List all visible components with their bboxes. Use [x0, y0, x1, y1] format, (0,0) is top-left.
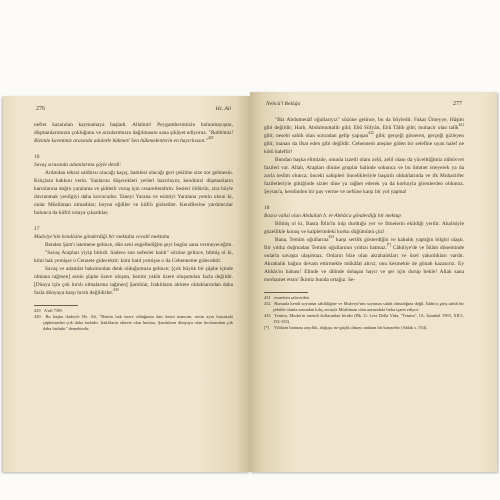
paragraph: "Savaş Arapları yiyip bitirdi. Sadece son nefesler kaldı" sözüne gelince, bilmiş ol ki, kimi hak yemişse o Cennete gidecektir; kimi batıl yemişse o da Cehenneme gidecektir. — [34, 250, 233, 264]
section-number: 16 — [34, 154, 40, 160]
footnotes — [34, 305, 233, 332]
footnote-number: 431 — [264, 295, 271, 300]
running-head-title: Nehcü'l Belâğa — [266, 101, 301, 107]
footnote — [264, 325, 464, 331]
footnote-text: Bu başka ifadeyle Hz. Ali, "Benim hak üzere olduğuma dair kesin inancım, senin aynı husustaki şüphesinden çok daha fazladır. Iraklıların ahirete olan hırsları, Şamlıların dünyaya olan hırslarından çok daha fazladır" demektedir. — [43, 314, 233, 331]
right-text-column — [264, 100, 464, 331]
paragraph-text: Savaş ve adamlar bakımından denk olduğumuza gelince; [çok büyük bir şüphe içinde olmana rağmen] senin şüphe üzere oluşun, benim yakîn üzere oluşumdan fazla değildir. [Dünya için çok hırslı olmalarına rağmen] Şamlılar, Iraklıların ahirete olduklarından daha fazla dünyaya karşı hırslı değildirler. — [34, 266, 233, 296]
footnote-rule — [264, 292, 308, 293]
paragraph-text: Bana, Temim oğullarına — [275, 237, 329, 243]
footnotes — [264, 292, 464, 331]
footnote-number: 432 — [264, 301, 271, 306]
paragraph: Benden Şam'ı istemene gelince, dün seni engellediğim şeyi bugün sana vermeyeceğim. — [45, 242, 233, 248]
paragraph — [264, 236, 464, 284]
paragraph-text: Câhiliye'de ve İslâm döneminde onlarla savaşta ulaşılmaz. Onların bize olan akrabalıkları ve özel yakınlıkları vardır. Akrabalık bağını devam ettirmekle mükâfat alırız; onu kesmekle de günah kazanırız. Ey Abbâs'ın babası! Elinde ve dilinde dolaşan hayır ve şer için durup bekle! Allah sana merhamet etsin! İkimiz bunda ortağız. Se- — [264, 245, 464, 283]
right-page — [250, 92, 497, 472]
paragraph-text: gibi; nesebi sahih olan sonradan gelip yapışan — [264, 133, 369, 139]
footnote-ref: 432 — [368, 131, 374, 136]
section-heading: Savaş sırasında adamlarına şöyle derdi: — [34, 162, 122, 168]
footnote-rule — [34, 305, 78, 306]
footnote-text: esaretten salıverilen — [274, 295, 310, 300]
paragraph: Ardından tekrar saldırısı olacağı kaçış, hamlesi olacağı geri çekilme size zor gelmesin. Kılıçlara hakkını verin. Yanlarını düşecekleri yerleri hazırlayın; kendinizi düşmanların karınlarına doğru yaralama ve şiddetli vuruş için cesaretlendirin. Sesleri öldürün, zira böyle davranmak yenilgiyi daha kovucudur. Taneyi Yarana ve esintiyi Yaratana yemin olsun ki, onlar Müslüman olmadılar; boyun eğdiler ve küfrü gizlediler. Kendilerine yardımcılar bulunca da küfrü ortaya çıkardılar. — [34, 170, 233, 216]
paragraph-text: gibi; gerçeği gösteren, gerçeği gizleyen gibi; inanan da ifsat eden gibi değildir. Cehennem ateşine giden bir selefine uyan halef ne kötü haleftir! — [264, 133, 465, 155]
open-book — [2, 91, 498, 473]
footnote-text: Yıldızın batması zayıflık, doğuşu ise güçlü olmayı anlatan bir kinayedir (Ahlak s. 554). — [273, 325, 428, 330]
quote-text: "Rabbimiz! Bizimle kavmimiz arasında adaletle hükmet! Sen hükmedenlerin en hayırlısısın." — [34, 130, 233, 144]
paragraph — [34, 265, 233, 297]
left-page — [3, 96, 250, 472]
footnote-ref: 431 — [458, 123, 464, 128]
footnote-text: Temim, Mudar'ın önemli kollarından biridir (Bk. G. Levi Della Vida, "Temim", İA, İstanbul 1993, XII/1, 152-155). — [273, 313, 464, 324]
footnote-text: A'râf 7/89. — [43, 308, 63, 313]
footnote-ref: [*] — [386, 243, 391, 248]
left-text-column — [34, 105, 233, 332]
footnote-number: 429 — [34, 308, 41, 313]
paragraph-text: nefret kazanılan kaymamaya başladı. Allahım! Peygamberimizin bulunmayışını, düşmanlarımızın çokluğunu ve arzularımızın dağılmasını sana şikâyet ediyoruz. — [34, 122, 233, 136]
section-heading: Basra valisi olan Abdullah b. el-Abbâs'a gönderdiği bir mektup — [264, 213, 401, 219]
page-number: 276 — [36, 106, 45, 112]
paragraph-text: "Biz Abdumenâf oğullarıyız" sözüne gelince, bu da böyledir. Fakat Ümeyye, Hâşim gibi değildir; Harb, Abdulmuttalib gibi; Ebû Süfyân, Ebû Tâlib gibi; muhacir olan talîk — [264, 117, 464, 131]
footnote-number: 430 — [34, 314, 41, 319]
paragraph-text: karşı sertlik gösterdiğin ve kabalık yaptığın bilgisi ulaştı. Bir yıldız doğmadan Temim oğullarının yıldızı batmaz. — [264, 237, 464, 251]
footnote — [264, 301, 464, 313]
paragraph: Bundan başka elimizde, onunla izzetli olanı zelil, zelil olanı da yücelttiğimiz nübüvvet fazileti var. Allah, Arapları dinine gruplar halinde sokunca ve bu ümmet isteyerek ya da zorla teslim olunca; önceki sahipleri öncelikleriyle başarılı olduklarında ve ilk Muhacirler faziletleriyle gittiğinde sizler dine ya rağbet ederek ya da korkuyla girenlerden oldunuz. Şeytan'a, kendinden bir pay verme ve nefsine karşı bir yol yapma! — [264, 157, 464, 195]
footnote-number: [*] — [264, 325, 270, 330]
paragraph — [264, 116, 464, 156]
section-number: 18 — [264, 205, 270, 211]
running-head-title: Hz. Ali — [215, 106, 231, 112]
section-heading: Muâviye'nin kendisine gönderdiği bir mektuba cevabî mektubu — [34, 234, 170, 240]
footnote-ref: 429 — [207, 136, 214, 141]
paragraph — [34, 121, 233, 145]
footnote-ref: 430 — [113, 288, 119, 293]
section-number: 17 — [34, 226, 40, 232]
footnote-ref: 433 — [328, 235, 334, 240]
paragraph: Bilmiş ol ki, Basra İblis'in inip durduğu yer ve fitnelerin ekildiği yerdir. Ahalisiyle güzellikle konuş ve kalplerindeki korku düğümünü çöz! — [264, 221, 464, 235]
footnote-number: 433 — [264, 313, 271, 318]
left-running-header — [34, 105, 233, 113]
right-running-header — [264, 100, 464, 108]
page-number: 277 — [453, 101, 462, 107]
footnote-text: Bununla kendi soyunun sahihliğine ve Muâviye'nin soyunun sahih olmadığına değil, İslâm'a giriş sahih bir şekilde olanla sonradan kılıç zoruyla Müslüman olan arasındaki farka işaret ediyor. — [273, 301, 464, 312]
footnote — [264, 313, 464, 325]
footnote — [34, 314, 233, 332]
